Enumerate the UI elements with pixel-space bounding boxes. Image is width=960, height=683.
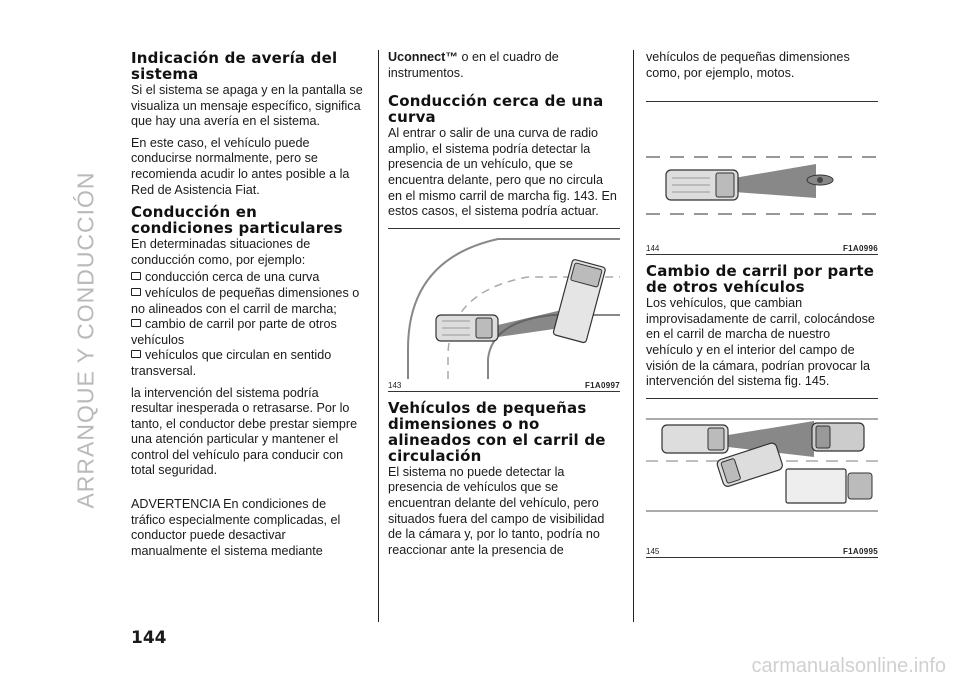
list-item: cambio de carril por parte de otros vehículos xyxy=(131,317,337,347)
figure-number: 143 xyxy=(388,380,402,390)
list-item: vehículos que circulan en sentido transversal. xyxy=(131,348,332,378)
figure-number: 144 xyxy=(646,244,660,254)
figure-143 xyxy=(388,228,620,392)
watermark: carmanualsonline.info xyxy=(751,655,946,677)
motorcycle-illustration xyxy=(646,102,878,242)
bullet-icon xyxy=(131,350,141,358)
column-1 xyxy=(131,50,363,565)
paragraph-small: El sistema no puede detectar la presencia de vehículos que se encuentran delante del vehículo, pero situados fuera del campo de visibilidad de la cámara y, por lo tanto, podría no reaccionar ante la presencia de xyxy=(388,464,605,557)
paragraph-lane: Los vehículos, que cambian improvisadamente de carril, colocándose en el carril de marcha de nuestro vehículo y en el interior del campo de visión de la cámara, podrían provocar la intervención del sistema fig. 145. xyxy=(646,296,875,389)
figure-code: F1A0997 xyxy=(584,380,620,390)
paragraph-curve: Al entrar o salir de una curva de radio amplio, el sistema podría detectar la presencia de un vehículo, que se encuentra delante, pero que no circula en el mismo carril de marcha fig. 143. En estos casos, el sistema podría actuar. xyxy=(388,126,617,219)
bullet-icon xyxy=(131,319,141,327)
column-2 xyxy=(388,50,620,564)
heading-special-conditions: Conducción en condiciones particulares xyxy=(131,203,343,238)
paragraph-small-cont: vehículos de pequeñas dimensiones como, por ejemplo, motos. xyxy=(646,50,850,80)
bullet-icon xyxy=(131,272,141,280)
paragraph-warning: ADVERTENCIA En condiciones de tráfico especialmente complicadas, el conductor puede desactivar manualmente el sistema mediante xyxy=(131,497,341,558)
figure-145 xyxy=(646,398,878,558)
figure-number: 145 xyxy=(646,546,660,556)
figure-144 xyxy=(646,101,878,255)
column-3 xyxy=(646,50,878,566)
figure-code: F1A0996 xyxy=(842,244,878,254)
heading-curve: Conducción cerca de una curva xyxy=(388,92,604,127)
page-number: 144 xyxy=(131,628,167,648)
curve-illustration xyxy=(388,229,620,379)
heading-lane-change: Cambio de carril por parte de otros vehículos xyxy=(646,262,875,297)
lane-change-illustration xyxy=(646,399,878,545)
paragraph-special: En determinadas situaciones de conducción como, por ejemplo: xyxy=(131,237,311,267)
list-item: vehículos de pequeñas dimensiones o no alineados con el carril de marcha; xyxy=(131,285,360,316)
column-divider xyxy=(633,50,634,622)
conditions-list xyxy=(131,270,363,379)
paragraph-uconnect: Uconnect™ o en el cuadro de instrumentos. xyxy=(388,50,559,80)
heading-small-vehicles: Vehículos de pequeñas dimensiones o no alineados con el carril de circulación xyxy=(388,398,606,465)
paragraph-fault: Si el sistema se apaga y en la pantalla se visualiza un mensaje específico, significa que hay una avería en el sistema. xyxy=(131,83,363,129)
paragraph-intervention: la intervención del sistema podría resultar inesperada o retrasarse. Por lo tanto, el conductor debe prestar siempre una atención particular y mantener el control del vehículo para conducir con total seguridad. xyxy=(131,385,358,478)
column-divider xyxy=(378,50,379,622)
bullet-icon xyxy=(131,288,141,296)
heading-fault-indication: Indicación de avería del sistema xyxy=(131,49,338,83)
figure-code: F1A0995 xyxy=(842,546,878,556)
paragraph-fault-2: En este caso, el vehículo puede conducirse normalmente, pero se recomienda acudir lo antes posible a la Red de Asistencia Fiat. xyxy=(131,135,350,197)
list-item: conducción cerca de una curva xyxy=(131,270,363,286)
